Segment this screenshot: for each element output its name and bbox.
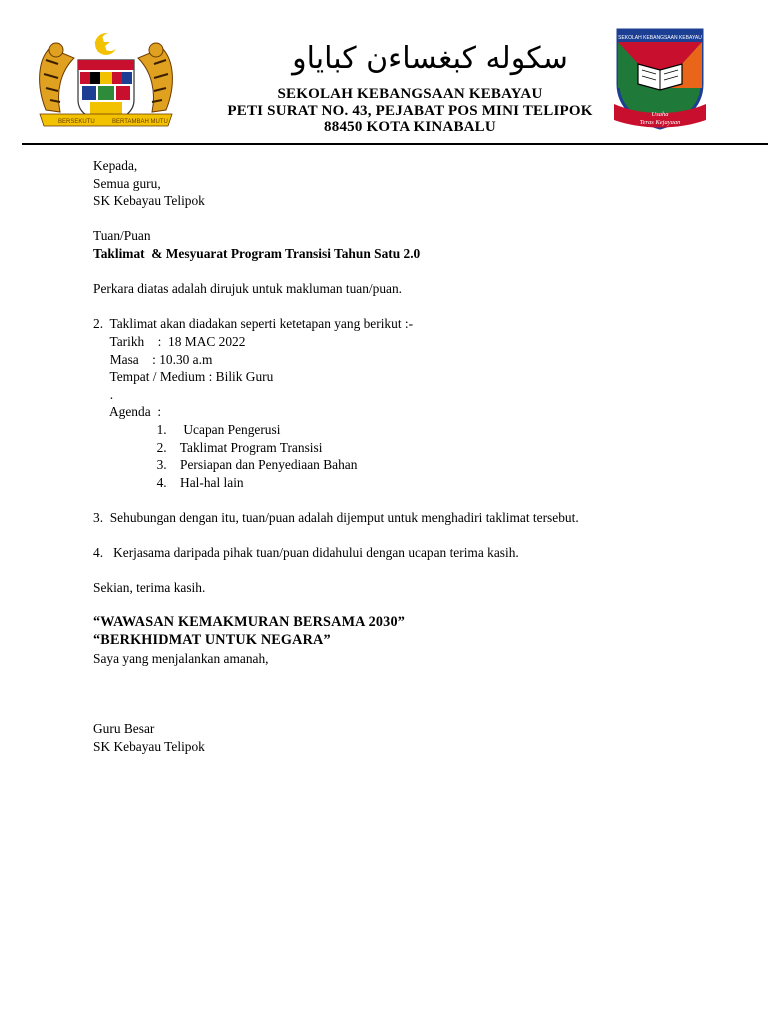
- signatory-title: Guru Besar: [93, 721, 155, 736]
- pledge: Saya yang menjalankan amanah,: [93, 650, 269, 666]
- signatory-org: SK Kebayau Telipok: [93, 738, 205, 754]
- blank-line: [93, 210, 733, 228]
- school-badge-logo: [612, 24, 708, 132]
- blank-line: [93, 562, 733, 580]
- paragraph-4: 4. Kerjasama daripada pihak tuan/puan didahului dengan ucapan terima kasih.: [93, 545, 519, 561]
- blank-line: [93, 597, 733, 615]
- slogan-2: “BERKHIDMAT UNTUK NEGARA”: [93, 632, 331, 649]
- detail-date: Tarikh : 18 MAC 2022: [93, 333, 246, 349]
- badge-banner-text: SEKOLAH KEBANGSAAN KEBAYAU: [618, 35, 702, 41]
- slogan-1: “WAWASAN KEMAKMURAN BERSAMA 2030”: [93, 614, 406, 631]
- blank-line: [93, 685, 733, 703]
- agenda-item: 2. Taklimat Program Transisi: [93, 439, 323, 455]
- agenda-item: 1. Ucapan Pengerusi: [93, 421, 281, 437]
- recipient-line-3: SK Kebayau Telipok: [93, 193, 205, 209]
- left-crest-motto-left: BERSEKUTU: [58, 119, 95, 125]
- school-name-jawi: سکوله کبغساءن کباياو: [292, 41, 568, 76]
- blank-line: [93, 298, 733, 316]
- badge-motto-line-2: Teras Kejayaan: [639, 119, 681, 126]
- blank-line: [93, 263, 733, 281]
- recipient-line-2: Semua guru,: [93, 175, 161, 191]
- paragraph-1: Perkara diatas adalah dirujuk untuk makluman tuan/puan.: [93, 281, 403, 297]
- detail-time: Masa : 10.30 a.m: [93, 351, 213, 367]
- recipient-line-1: Kepada,: [93, 158, 138, 173]
- blank-line: [93, 667, 733, 685]
- coat-of-arms-logo: [30, 30, 182, 130]
- blank-line: [93, 702, 733, 720]
- school-name: SEKOLAH KEBANGSAAN KEBAYAU: [277, 86, 543, 102]
- closing: Sekian, terima kasih.: [93, 580, 206, 596]
- letter-body: [93, 157, 733, 755]
- address-line-1: PETI SURAT NO. 43, PEJABAT POS MINI TELIPOK: [227, 103, 593, 119]
- paragraph-2-intro: 2. Taklimat akan diadakan seperti ketetapan yang berikut :-: [93, 316, 414, 332]
- left-crest-motto-right: BERTAMBAH MUTU: [112, 119, 168, 125]
- badge-motto-line-1: Usaha: [651, 111, 669, 118]
- detail-venue: Tempat / Medium : Bilik Guru: [93, 369, 274, 385]
- address-line-2: 88450 KOTA KINABALU: [324, 119, 496, 135]
- paragraph-3: 3. Sehubungan dengan itu, tuan/puan adalah dijemput untuk menghadiri taklimat tersebut.: [93, 509, 579, 525]
- salutation: Tuan/Puan: [93, 228, 151, 244]
- blank-line: [93, 526, 733, 544]
- detail-dot: .: [93, 386, 114, 402]
- header-divider: [22, 143, 768, 145]
- agenda-item: 3. Persiapan dan Penyediaan Bahan: [93, 457, 358, 473]
- agenda-item: 4. Hal-hal lain: [93, 474, 244, 490]
- agenda-label: Agenda :: [93, 404, 162, 420]
- subject-line: Taklimat & Mesyuarat Program Transisi Tahun Satu 2.0: [93, 245, 421, 261]
- blank-line: [93, 491, 733, 509]
